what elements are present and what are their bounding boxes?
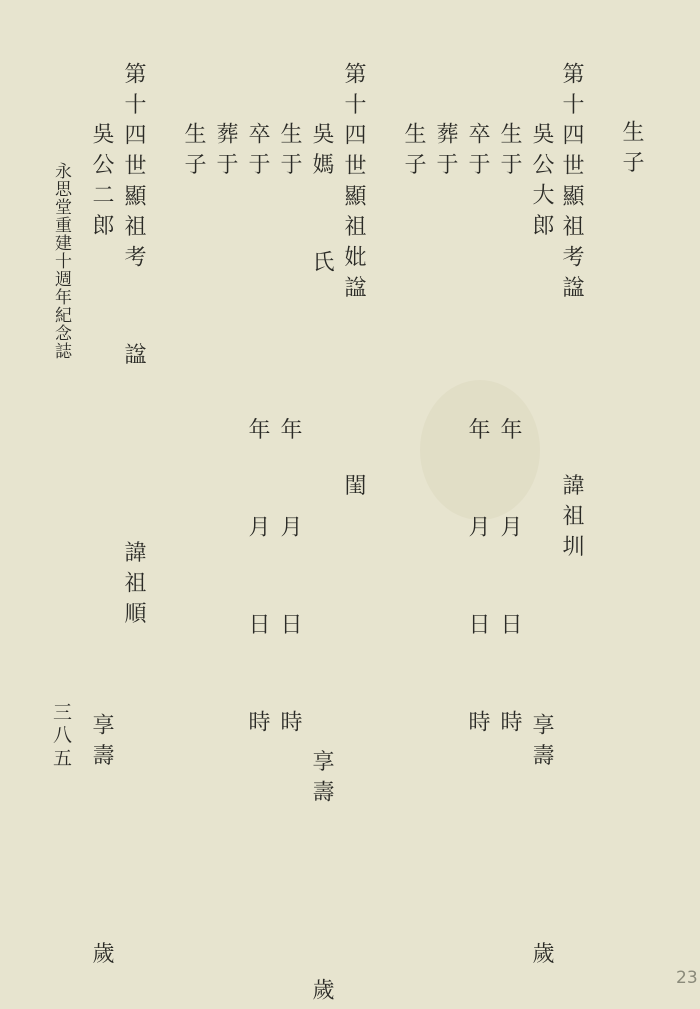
column-1: 生子 [619, 120, 644, 181]
column-11: 卒于 年 月 日 時 [245, 122, 270, 741]
column-13: 生子 [181, 122, 206, 183]
column-14: 第十四世顯祖考 諡 諱祖順 [121, 62, 146, 632]
column-5: 卒于 年 月 日 時 [465, 122, 490, 741]
column-6: 葬于 [433, 122, 458, 183]
page-number: 三八五 [50, 702, 72, 771]
margin-title: 永思堂重建十週年紀念誌 [51, 162, 71, 360]
corner-number: 23 [676, 968, 698, 988]
column-3: 吳公大郎 享壽 歲 [529, 122, 554, 972]
column-10: 生于 年 月 日 時 [277, 122, 302, 741]
column-8: 第十四世顯祖妣諡 閨 [341, 62, 366, 504]
column-4: 生于 年 月 日 時 [497, 122, 522, 741]
column-9: 吳媽 氏 享壽 歲 [309, 122, 334, 1009]
column-7: 生子 [401, 122, 426, 183]
column-2: 第十四世顯祖考諡 諱祖圳 [559, 62, 584, 565]
column-15: 吳公二郎 享壽 歲 [89, 122, 114, 972]
column-12: 葬于 [213, 122, 238, 183]
